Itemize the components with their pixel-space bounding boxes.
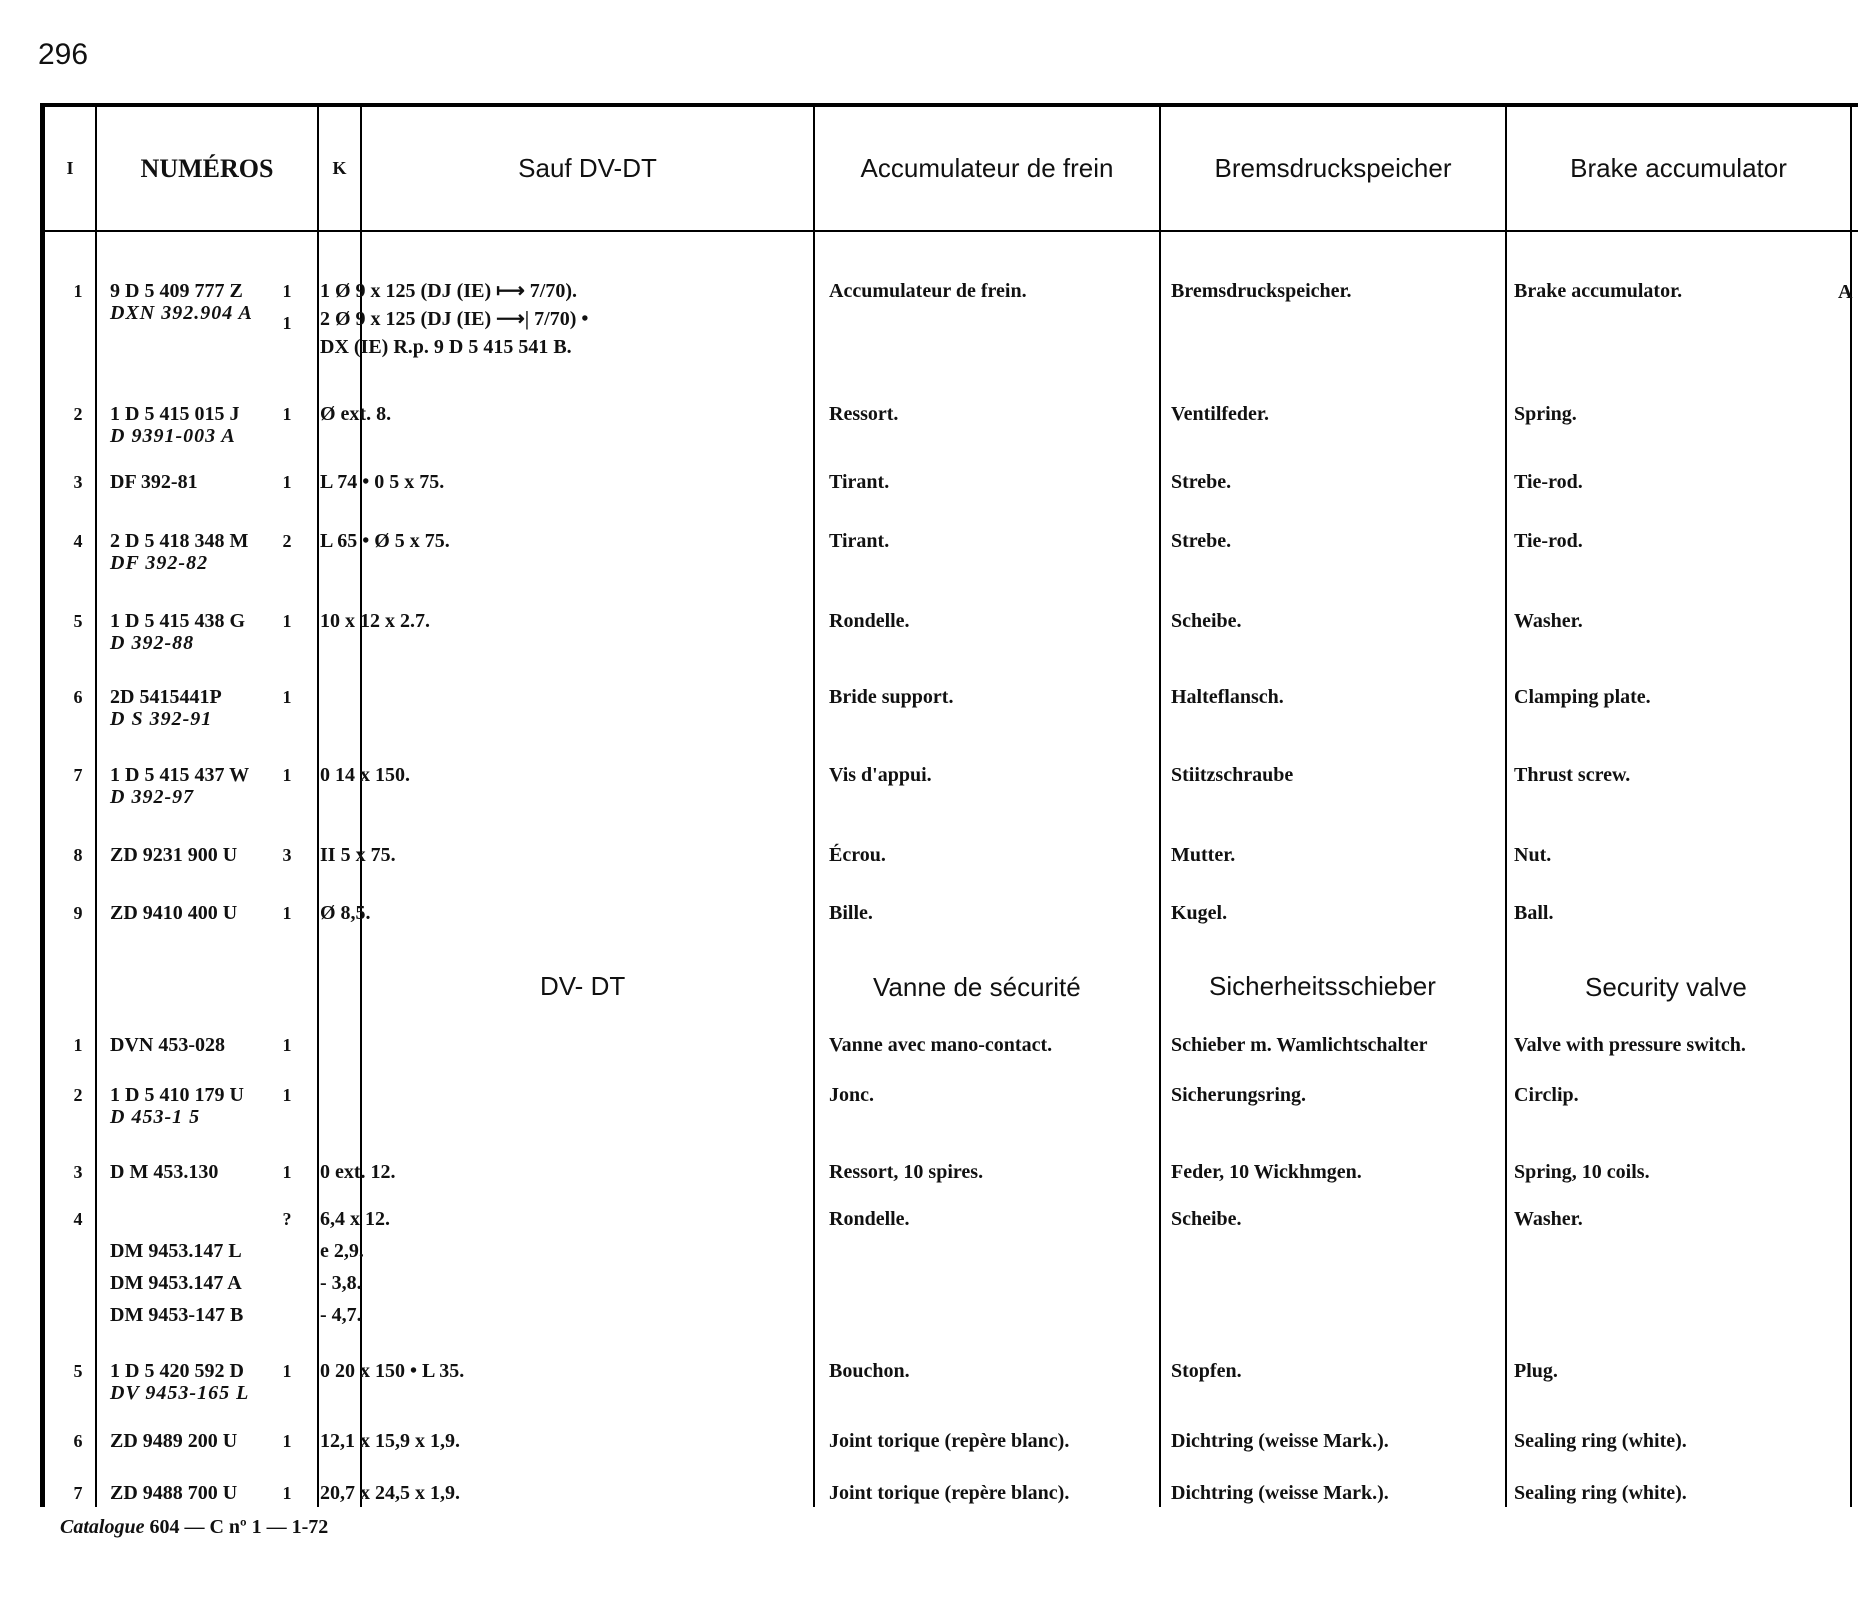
- description-french: Rondelle.: [829, 1208, 910, 1230]
- section-german: Sicherheitsschieber: [1209, 971, 1436, 1001]
- header-german: Bremsdruckspeicher: [1214, 153, 1452, 183]
- part-number: 1 D 5 415 437 W: [110, 764, 250, 786]
- description-german: Strebe.: [1171, 530, 1232, 552]
- dimension-text: [320, 280, 588, 364]
- description-english: Washer.: [1514, 1208, 1583, 1230]
- dimension-line: e 2,9.: [320, 1240, 364, 1262]
- description-french: Rondelle.: [829, 610, 910, 632]
- dimension-text: [320, 1482, 460, 1504]
- description-french: Ressort, 10 spires.: [829, 1161, 984, 1183]
- dimension-line: L 74 • 0 5 x 75.: [320, 471, 445, 493]
- part-number: 2D 5415441P: [110, 686, 222, 708]
- dimension-line: DX (IE) R.p. 9 D 5 415 541 B.: [320, 336, 572, 358]
- row-index: 9: [73, 903, 83, 923]
- row-index: 4: [73, 531, 83, 551]
- part-numbers: [110, 471, 198, 493]
- row-index: 8: [73, 845, 83, 865]
- dimension-text: [320, 1161, 396, 1183]
- description-german: Strebe.: [1171, 471, 1232, 493]
- description-english: Tie-rod.: [1514, 471, 1583, 493]
- description-english: Spring, 10 coils.: [1514, 1161, 1650, 1183]
- row-index: 5: [73, 1361, 83, 1381]
- quantity: [277, 280, 297, 344]
- part-numbers: [110, 1084, 244, 1128]
- table-row: [40, 471, 1858, 493]
- row-index: 3: [73, 1162, 83, 1182]
- row-index: 5: [73, 611, 83, 631]
- quantity-value: 1: [282, 1431, 292, 1451]
- part-number: D M 453.130: [110, 1161, 219, 1183]
- part-number: 1 D 5 420 592 D: [110, 1360, 244, 1382]
- description-german: Dichtring (weisse Mark.).: [1171, 1482, 1389, 1504]
- quantity-value: 3: [282, 845, 292, 865]
- part-number: DM 9453.147 L: [110, 1240, 242, 1262]
- quantity: [277, 1360, 297, 1392]
- part-numbers: [110, 844, 237, 866]
- part-number: DF 392-81: [110, 471, 198, 493]
- part-number: DV 9453-165 L: [110, 1382, 250, 1404]
- catalogue-footer: [60, 1516, 328, 1539]
- part-number: DXN 392.904 A: [110, 302, 253, 324]
- quantity: [277, 844, 297, 876]
- row-index: 6: [73, 1431, 83, 1451]
- description-german: Mutter.: [1171, 844, 1236, 866]
- quantity: [277, 1430, 297, 1462]
- table-row: [40, 403, 1858, 447]
- description-german: Kugel.: [1171, 902, 1228, 924]
- quantity: [277, 902, 297, 934]
- dimension-line: Ø ext. 8.: [320, 403, 392, 425]
- description-english: Spring.: [1514, 403, 1577, 425]
- part-number: DF 392-82: [110, 552, 209, 574]
- dimension-line: 6,4 x 12.: [320, 1208, 390, 1230]
- dimension-line: II 5 x 75.: [320, 844, 396, 866]
- header-index: I: [66, 158, 74, 178]
- header-english: Brake accumulator: [1570, 153, 1787, 183]
- description-german: Dichtring (weisse Mark.).: [1171, 1430, 1389, 1452]
- part-numbers: [110, 902, 237, 924]
- table-row: [40, 1034, 1858, 1056]
- description-english: Brake accumulator.: [1514, 280, 1683, 302]
- quantity-value: 1: [282, 687, 292, 707]
- description-french: Joint torique (repère blanc).: [829, 1430, 1070, 1452]
- dimension-text: [320, 610, 430, 632]
- description-french: Accumulateur de frein.: [829, 280, 1027, 302]
- footer-text: 604 — C nº 1 — 1-72: [149, 1516, 329, 1538]
- quantity-value: 1: [282, 765, 292, 785]
- dimension-text: [320, 1430, 460, 1452]
- part-numbers: [110, 403, 239, 447]
- row-index: 3: [73, 472, 83, 492]
- description-german: Stiitzschraube: [1171, 764, 1294, 786]
- quantity-value: 1: [282, 611, 292, 631]
- dimension-line: 10 x 12 x 2.7.: [320, 610, 430, 632]
- part-number: D S 392-91: [110, 708, 213, 730]
- table-row: [40, 1084, 1858, 1128]
- quantity-value: 1: [282, 313, 292, 333]
- dimension-text: [320, 1360, 464, 1382]
- dimension-text: [320, 530, 450, 552]
- description-english: Nut.: [1514, 844, 1552, 866]
- quantity-value: 1: [282, 903, 292, 923]
- dimension-line: L 65 • Ø 5 x 75.: [320, 530, 450, 552]
- part-numbers: [110, 280, 253, 324]
- quantity-value: 2: [282, 531, 292, 551]
- row-index: 1: [73, 281, 83, 301]
- header-k: K: [332, 158, 347, 178]
- description-english: Tie-rod.: [1514, 530, 1583, 552]
- description-german: Scheibe.: [1171, 1208, 1242, 1230]
- description-english: Sealing ring (white).: [1514, 1482, 1687, 1504]
- part-numbers: [110, 686, 222, 730]
- description-german: Schieber m. Wamlichtschalter: [1171, 1034, 1428, 1056]
- quantity-value: ?: [282, 1209, 292, 1229]
- quantity: [277, 471, 297, 503]
- section-french: Vanne de sécurité: [873, 972, 1081, 1002]
- dimension-line: 2 Ø 9 x 125 (DJ (IE) ⟶| 7/70) •: [320, 308, 589, 330]
- part-number: 1 D 5 415 015 J: [110, 403, 240, 425]
- table-row: [40, 844, 1858, 866]
- description-english: Sealing ring (white).: [1514, 1430, 1687, 1452]
- part-number: 9 D 5 409 777 Z: [110, 280, 243, 302]
- description-french: Ressort.: [829, 403, 899, 425]
- part-numbers: [110, 1208, 243, 1336]
- quantity-value: 1: [282, 1162, 292, 1182]
- table-row: [40, 686, 1858, 730]
- part-numbers: [110, 610, 245, 654]
- quantity-value: 1: [282, 281, 292, 301]
- part-numbers: [110, 1034, 225, 1056]
- part-numbers: [110, 530, 248, 574]
- description-french: Bride support.: [829, 686, 954, 708]
- quantity-value: 1: [282, 1085, 292, 1105]
- row-index: 1: [73, 1035, 83, 1055]
- table-row: [40, 530, 1858, 574]
- table-row: [40, 764, 1858, 808]
- quantity-value: 1: [282, 1361, 292, 1381]
- row-index: 6: [73, 687, 83, 707]
- dimension-line: Ø 8,5.: [320, 902, 371, 924]
- parts-table: [40, 103, 1858, 1507]
- page-number: 296: [38, 38, 89, 71]
- description-english: Plug.: [1514, 1360, 1558, 1382]
- description-english: Valve with pressure switch.: [1514, 1034, 1746, 1056]
- quantity: [277, 764, 297, 796]
- part-number: DVN 453-028: [110, 1034, 225, 1056]
- row-index: 2: [73, 404, 83, 424]
- description-german: Scheibe.: [1171, 610, 1242, 632]
- part-number: 1 D 5 410 179 U: [110, 1084, 244, 1106]
- description-french: Tirant.: [829, 471, 890, 493]
- table-row: [40, 1161, 1858, 1183]
- description-english: Thrust screw.: [1514, 764, 1631, 786]
- dimension-line: 20,7 x 24,5 x 1,9.: [320, 1482, 460, 1504]
- quantity: [277, 686, 297, 718]
- table-row: [40, 1208, 1858, 1326]
- quantity-value: 1: [282, 1483, 292, 1503]
- part-number: ZD 9410 400 U: [110, 902, 238, 924]
- description-french: Vanne avec mano-contact.: [829, 1034, 1053, 1056]
- row-index: 7: [73, 765, 83, 785]
- description-english: Washer.: [1514, 610, 1583, 632]
- description-french: Vis d'appui.: [829, 764, 932, 786]
- dimension-line: - 4,7.: [320, 1304, 362, 1326]
- table-row: [40, 902, 1858, 924]
- dimension-line: 1 Ø 9 x 125 (DJ (IE) ⟼ 7/70).: [320, 280, 577, 302]
- row-index: 7: [73, 1483, 83, 1503]
- description-french: Bille.: [829, 902, 873, 924]
- part-number: [110, 1208, 243, 1240]
- part-number: DM 9453.147 A: [110, 1272, 242, 1294]
- description-french: Joint torique (repère blanc).: [829, 1482, 1070, 1504]
- part-numbers: [110, 1430, 237, 1452]
- header-description: Sauf DV-DT: [518, 153, 657, 183]
- part-number: ZD 9488 700 U: [110, 1482, 238, 1504]
- table-row: [40, 280, 1858, 358]
- part-number: D 392-88: [110, 632, 195, 654]
- description-english: Circlip.: [1514, 1084, 1579, 1106]
- description-german: Ventilfeder.: [1171, 403, 1269, 425]
- part-number: ZD 9489 200 U: [110, 1430, 238, 1452]
- quantity: [277, 610, 297, 642]
- section-english: Security valve: [1585, 972, 1747, 1002]
- description-german: Feder, 10 Wickhmgen.: [1171, 1161, 1362, 1183]
- dimension-text: [320, 1208, 390, 1336]
- description-english: Clamping plate.: [1514, 686, 1651, 708]
- dimension-line: 0 ext. 12.: [320, 1161, 396, 1183]
- description-german: Bremsdruckspeicher.: [1171, 280, 1352, 302]
- table-row: [40, 1430, 1858, 1452]
- part-number: ZD 9231 900 U: [110, 844, 238, 866]
- footer-catalogue-label: Catalogue: [60, 1516, 145, 1538]
- dimension-text: [320, 844, 396, 866]
- dimension-line: 0 14 x 150.: [320, 764, 410, 786]
- quantity: [277, 1084, 297, 1116]
- table-body: [40, 103, 1858, 1507]
- description-english: Ball.: [1514, 902, 1554, 924]
- header-numbers: NUMÉROS: [140, 153, 274, 183]
- row-index: 2: [73, 1085, 83, 1105]
- dimension-text: [320, 403, 391, 425]
- row-index: 4: [73, 1209, 83, 1229]
- part-numbers: [110, 764, 249, 808]
- table-row: [40, 1360, 1858, 1404]
- quantity: [277, 1482, 297, 1514]
- dimension-line: 0 20 x 150 • L 35.: [320, 1360, 465, 1382]
- description-french: Bouchon.: [829, 1360, 910, 1382]
- part-number: 1 D 5 415 438 G: [110, 610, 245, 632]
- quantity: [277, 1208, 297, 1240]
- dimension-text: [320, 764, 410, 786]
- header-french: Accumulateur de frein: [860, 153, 1114, 183]
- part-number: DM 9453-147 B: [110, 1304, 244, 1326]
- dimension-text: [320, 902, 371, 924]
- quantity: [277, 1161, 297, 1193]
- quantity-value: 1: [282, 404, 292, 424]
- table-row: [40, 1482, 1858, 1504]
- part-number: 2 D 5 418 348 M: [110, 530, 249, 552]
- quantity: [277, 1034, 297, 1066]
- description-german: Halteflansch.: [1171, 686, 1284, 708]
- quantity-value: 1: [282, 1035, 292, 1055]
- part-number: D 453-1 5: [110, 1106, 201, 1128]
- dimension-line: 12,1 x 15,9 x 1,9.: [320, 1430, 460, 1452]
- quantity-value: 1: [282, 472, 292, 492]
- part-number: D 9391-003 A: [110, 425, 236, 447]
- description-french: Jonc.: [829, 1084, 874, 1106]
- description-german: Sicherungsring.: [1171, 1084, 1307, 1106]
- part-numbers: [110, 1360, 249, 1404]
- description-french: Tirant.: [829, 530, 890, 552]
- clipped-text-fragment: A: [1838, 281, 1853, 303]
- description-french: Écrou.: [829, 844, 886, 866]
- section-description: DV- DT: [540, 971, 626, 1001]
- table-row: [40, 610, 1858, 654]
- dimension-text: [320, 471, 444, 493]
- part-numbers: [110, 1161, 218, 1183]
- quantity: [277, 530, 297, 562]
- quantity: [277, 403, 297, 435]
- part-numbers: [110, 1482, 237, 1504]
- dimension-line: - 3,8.: [320, 1272, 362, 1294]
- description-german: Stopfen.: [1171, 1360, 1242, 1382]
- part-number: D 392-97: [110, 786, 195, 808]
